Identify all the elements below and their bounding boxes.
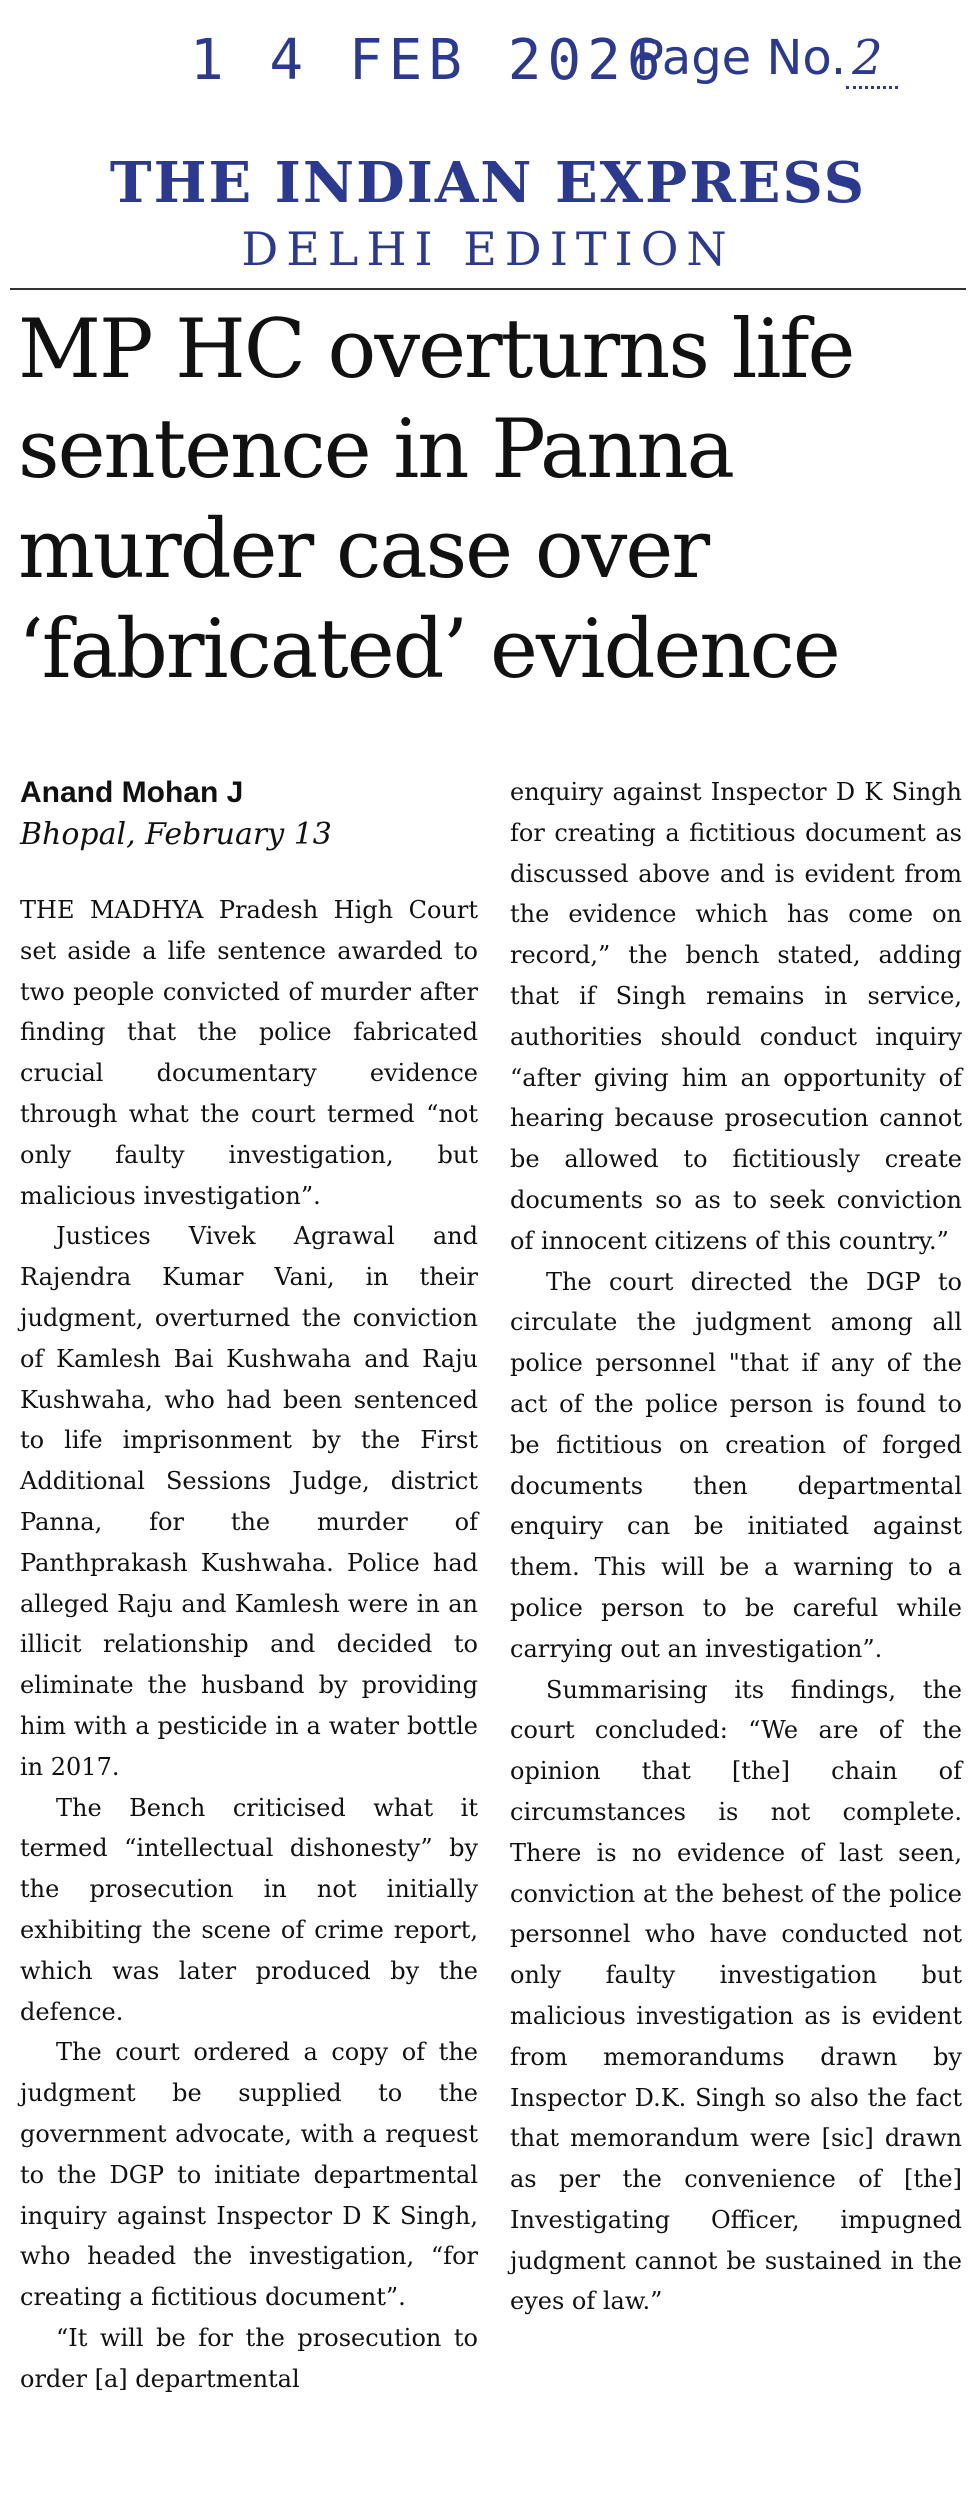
page-stamp (635, 30, 898, 89)
paragraph: enquiry against Inspector D K Singh for creating a fictitious document as discussed above and is evident from the evidence which has come on record,” the bench stated, adding that if Singh remains in service, authorities should conduct inquiry “after giving him an opportunity of hearing because prosecution cannot be allowed to fictitiously create documents so as to seek conviction of innocent citizens of this country.” (510, 778, 962, 1255)
paragraph: The court ordered a copy of the judgment be supplied to the government advocate, with a request to the DGP to initiate departmental inquiry against Inspector D K Singh, who headed the investigation, “for creating a fictitious document”. (20, 2038, 478, 2312)
headline-line: ‘fabricated’ evidence (18, 603, 839, 697)
paragraph: Justices Vivek Agrawal and Rajendra Kumar Vani, in their judgment, overturned the conviction of Kamlesh Bai Kushwaha and Raju Kushwaha, who had been sentenced to life imprisonment by the First Additional Sessions Judge, district Panna, for the murder of Panthprakash Kushwaha. Police had alleged Raju and Kamlesh were in an illicit relationship and decided to eliminate the husband by providing him with a pesticide in a water bottle in 2017. (20, 1222, 478, 1781)
dateline: Bhopal, February 13 (20, 817, 332, 852)
byline (20, 772, 490, 856)
paragraph: “It will be for the prosecution to order [a] departmental (20, 2323, 478, 2393)
page-number: 2 (846, 30, 898, 89)
article-headline (18, 300, 968, 700)
page-label: Page No. (635, 30, 847, 86)
publication-name: THE INDIAN EXPRESS (109, 150, 867, 216)
header-divider (10, 288, 966, 290)
headline-line: sentence in Panna (18, 403, 733, 497)
paragraph: The court directed the DGP to circulate the judgment among all police personnel "that if any of the act of the police person is found to be fictitious on creation of forged documents then departmental enquiry can be initiated against them. This will be a warning to a police person to be careful while carrying out an investigation”. (510, 1267, 962, 1663)
article-column-left (20, 890, 478, 2399)
paragraph: THE MADHYA Pradesh High Court set aside a life sentence awarded to two people convicted of murder after finding that the police fabricated crucial documentary evidence through what the court termed “not only faulty investigation, but malicious investigation”. (20, 896, 478, 1210)
headline-line: murder case over (18, 503, 709, 597)
paragraph: The Bench criticised what it termed “intellectual dishonesty” by the prosecution in not initially exhibiting the scene of crime report, which was later produced by the defence. (20, 1793, 478, 2026)
headline-line: MP HC overturns life (18, 303, 854, 397)
paragraph: Summarising its findings, the court concluded: “We are of the opinion that [the] chain of circumstances is not complete. There is no evidence of last seen, conviction at the behest of the police personnel who have conducted not only faulty investigation but malicious investigation as is evident from memorandums drawn by Inspector D.K. Singh so also the fact that memorandum were [sic] drawn as per the convenience of [the] Investigating Officer, impugned judgment cannot be sustained in the eyes of law.” (510, 1675, 962, 2316)
date-stamp: 1 4 FEB 2026 (190, 28, 667, 93)
publication-edition: DELHI EDITION (241, 222, 735, 276)
author-name: Anand Mohan J (20, 776, 244, 809)
article-column-right (510, 772, 962, 2322)
